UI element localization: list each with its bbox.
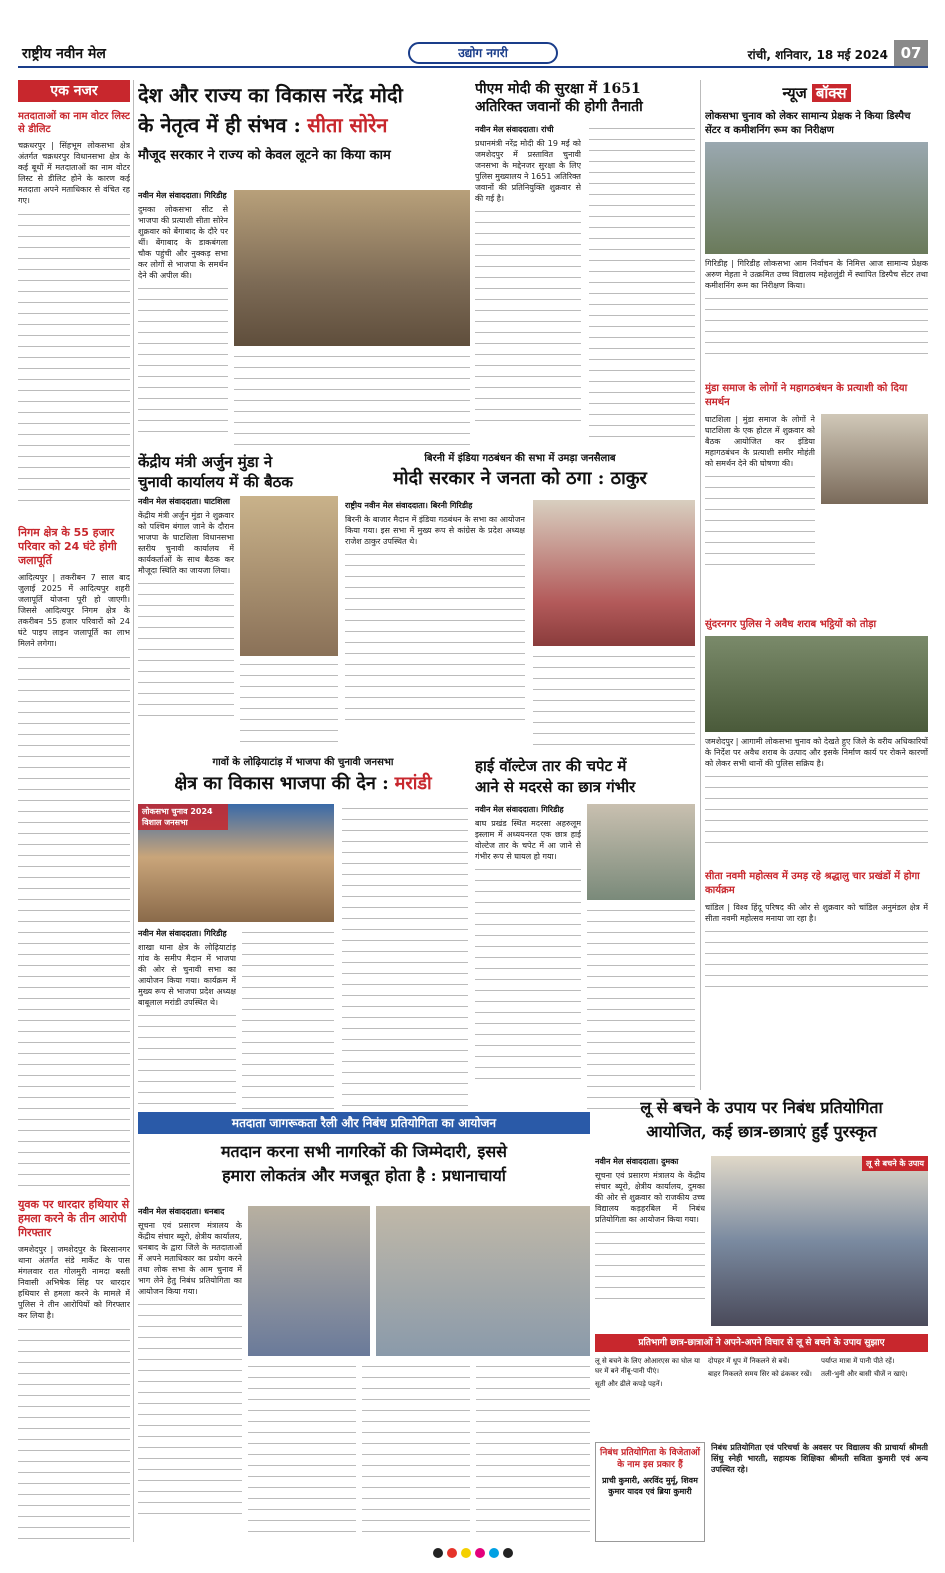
print-color-bar [18, 1548, 928, 1558]
headline-line1: केंद्रीय मंत्री अर्जुन मुंडा ने [138, 453, 273, 471]
winners-title: निबंध प्रतियोगिता के विजेताओं के नाम इस प्रकार हैं [600, 1448, 700, 1470]
headline-line2: के नेतृत्व में ही संभव : [138, 113, 301, 137]
story-sita-soren [138, 80, 470, 450]
byline: नवीन मेल संवाददाता। दुमका [595, 1157, 679, 1166]
left-story3-body: जमशेदपुर | जमशेदपुर के बिरसानगर थाना अंतर्गत संडे मार्केट के पास मंगलवार रात गोलमुरी नामदा बस्ती निवासी अभिषेक सिंह पर धारदार हथियार से हमला करने के मामले में पुलिस ने तीन आरोपियों को गिरफ्तार कर लिया है। [18, 1244, 130, 1542]
tip-item: लू से बचने के लिए ओआरएस का घोल या घर में बने नींबू-पानी पीएं। [595, 1357, 700, 1375]
byline: नवीन मेल संवाददाता। गिरिडीह [138, 929, 227, 938]
section-name: उद्योग नगरी [408, 42, 558, 64]
photo-banner: लोकसभा चुनाव 2024 विशाल जनसभा [138, 804, 228, 830]
story-continuation [533, 652, 695, 750]
right-story4-title: सीता नवमी महोत्सव में उमड़ रहे श्रद्धालु चार प्रखंडों में होगा कार्यक्रम [705, 871, 920, 896]
kicker: गावों के लोढ़ियाटांड़ में भाजपा की चुनावी जनसभा [212, 757, 394, 768]
award-winners-photo [711, 1156, 928, 1326]
registration-swatch [475, 1548, 485, 1558]
byline: नवीन मेल संवाददाता। घाटशिला [138, 497, 230, 506]
liquor-raid-photo [705, 636, 928, 732]
tips-list [595, 1356, 928, 1438]
story-banner: मतदाता जागरूकता रैली और निबंध प्रतियोगिता का आयोजन [138, 1112, 590, 1134]
page-number: 07 [894, 40, 928, 66]
munda-photo [240, 496, 338, 656]
headline-line1: हाई वॉल्टेज तार की चपेट में [475, 757, 627, 775]
story-marandi [138, 756, 468, 1120]
registration-swatch [503, 1548, 513, 1558]
right-story2-title: मुंडा समाज के लोगों ने महागठबंधन के प्रत्याशी को दिया समर्थन [705, 383, 908, 408]
rally-students-photo [376, 1206, 590, 1356]
story-continuation-3 [476, 1362, 590, 1542]
story-body: सूचना एवं प्रसारण मंत्रालय के केंद्रीय संचार ब्यूरो, क्षेत्रीय कार्यालय, दुमका की ओर से शुक्रवार को राजकीय उच्च विद्यालय कड़हरबिल में निबंध प्रतियोगिता का आयोजन किया गया। [595, 1170, 705, 1308]
story-continuation [248, 1362, 356, 1542]
headline-line1: पीएम मोदी की सुरक्षा में 1651 [475, 81, 641, 97]
byline: नवीन मेल संवाददाता। रांची [475, 125, 554, 134]
byline: नवीन मेल संवाददाता। गिरिडीह [475, 805, 564, 814]
headline-line1: मतदान करना सभी नागरिकों की जिम्मेदारी, इससे [220, 1142, 508, 1161]
right-story1-body: गिरिडीह | गिरिडीह लोकसभा आम निर्वाचन के निमित्त आज सामान्य प्रेक्षक अरुण मेहता ने उत्क्रमित उच्च विद्यालय महेशलुंडी में स्थापित डिस्पैच सेंटर तथा कमीशनिंग रूम का निरीक्षण किया। [705, 258, 928, 378]
headline: मोदी सरकार ने जनता को ठगा : ठाकुर [393, 468, 647, 489]
tip-item: बाहर निकलते समय सिर को ढंककर रखें। [708, 1370, 812, 1378]
story-body: बाघ प्रखंड स्थित मदरसा अहरुलूम इस्लाम में अध्ययनरत एक छात्र हाई वोल्टेज तार के चपेट में आ जाने से गंभीर रूप से घायल हो गया। [475, 818, 581, 1085]
story-body: केंद्रीय मंत्री अर्जुन मुंडा ने शुक्रवार को पश्चिम बंगाल जाने के दौरान भाजपा के घाटशिला विधानसभा स्तरीय चुनावी कार्यालय में कार्यकर्ताओं के साथ बैठक कर मौजूदा स्थिति का जायजा लिया। [138, 510, 234, 719]
headline-line1: लू से बचने के उपाय पर निबंध प्रतियोगिता [640, 1098, 883, 1117]
story-body: शाखा थाना क्षेत्र के लोढ़ियाटांड़ गांव के समीप मैदान में भाजपा की ओर से चुनावी सभा का आयोजन किया गया। कार्यक्रम में मुख्य रूप से भाजपा प्रदेश अध्यक्ष बाबूलाल मरांडी उपस्थित थे। [138, 942, 236, 1111]
right-column [705, 80, 928, 1090]
tip-item: पर्याप्त मात्रा में पानी पीते रहें। [821, 1357, 895, 1365]
story-arjun-munda [138, 452, 338, 752]
story-continuation [240, 660, 338, 748]
left-story2-body: आदित्यपुर | तकरीबन 7 साल बाद जुलाई 2025 में आदित्यपुर शहरी जलापूर्ति योजना पूरी हो जाएगी। जिससे आदित्यपुर निगम क्षेत्र के तकरीबन 55 हजार परिवारों को 24 घंटे पाइप लाइन जलापूर्ति का लाभ मिलने लगेगा। [18, 572, 130, 1192]
left-story1-title: मतदाताओं का नाम वोटर लिस्ट से डीलिट [18, 111, 130, 135]
right-story3-body: जमशेदपुर | आगामी लोकसभा चुनाव को देखते हुए जिले के वरीय अधिकारियों के निर्देश पर अवैध शराब के उत्पाद और इसके निर्माण कार्य पर रोकने कारणों को लेकर सभी थानों की पुलिस सक्रिय है। [705, 736, 928, 866]
closing-para: निबंध प्रतियोगिता एवं परिचर्चा के अवसर पर विद्यालय की प्राचार्या श्रीमती सिंधु स्नेही भारती, सहायक शिक्षिका श्रीमती सविता कुमारी एवं अन्य उपस्थित रहे। [711, 1443, 928, 1474]
registration-swatch [461, 1548, 471, 1558]
thakur-photo [533, 500, 695, 646]
story-continuation-2 [342, 804, 468, 1118]
byline: नवीन मेल संवाददाता। गिरिडीह [138, 191, 227, 200]
winners-names: प्राची कुमारी, अरविंद मुर्मू, शिवम कुमार यादव एवं ब्रिया कुमारी [602, 1476, 698, 1496]
right-story3-title: सुंदरनगर पुलिस ने अवैध शराब भट्ठियों को तोड़ा [705, 619, 877, 630]
headline-line2: आने से मदरसे का छात्र गंभीर [475, 778, 636, 796]
munda-samaj-photo [821, 414, 928, 504]
story-voter-awareness [138, 1112, 590, 1544]
kicker: बिरनी में इंडिया गठबंधन की सभा में उमड़ा जनसैलाब [424, 453, 616, 464]
marandi-photo [138, 804, 334, 922]
subhead: मौजूद सरकार ने राज्य को केवल लूटने का किया काम [138, 148, 391, 163]
right-story1-title: लोकसभा चुनाव को लेकर सामान्य प्रेक्षक ने किया डिस्पैच सेंटर व कमीशनिंग रूम का निरीक्षण [705, 111, 911, 136]
tip-item: सूती और ढीले कपड़े पहनें। [595, 1380, 663, 1388]
registration-swatch [489, 1548, 499, 1558]
headline-name: सीता सोरेन [307, 113, 388, 137]
story-continuation-2 [362, 1362, 470, 1542]
left-column [18, 80, 130, 1542]
ek-nazar-header: एक नजर [18, 80, 130, 102]
student-photo [587, 804, 695, 900]
masthead [18, 40, 928, 68]
story-continuation [234, 352, 470, 448]
headline-line: क्षेत्र का विकास भाजपा की देन : [174, 773, 389, 794]
left-story3-title: युवक पर धारदार हथियार से हमला करने के तीन आरोपी गिरफ्तार [18, 1198, 130, 1239]
story-body: बिरनी के बाजार मैदान में इंडिया गठबंधन के सभा का आयोजन किया गया। इस सभा में मुख्य रूप से कांग्रेस के प्रदेश अध्यक्ष राजेश ठाकुर उपस्थित थे। [345, 514, 525, 720]
headline-line2: अतिरिक्त जवानों की होगी तैनाती [475, 99, 643, 115]
photo-banner: लू से बचने के उपाय [862, 1156, 928, 1171]
column-divider [700, 80, 701, 1090]
tip-item: तली-भुनी और बासी चीजें न खाएं। [821, 1370, 908, 1378]
winners-box [595, 1442, 705, 1542]
left-story2-title: निगम क्षेत्र के 55 हजार परिवार को 24 घंटे होगी जलापूर्ति [18, 526, 117, 567]
story-continuation [587, 906, 695, 1118]
story-heat-essay [595, 1096, 928, 1544]
story-high-voltage [475, 756, 695, 1120]
column-divider [133, 80, 134, 1542]
issue-date: रांची, शनिवार, 18 मई 2024 [747, 48, 888, 62]
headline-line2: आयोजित, कई छात्र-छात्राएं हुईं पुरस्कृत [646, 1122, 877, 1141]
news-box-label-highlight: बॉक्स [812, 84, 851, 102]
story-body: सूचना एवं प्रसारण मंत्रालय के केंद्रीय संचार ब्यूरो, क्षेत्रीय कार्यालय, धनबाद के द्वारा जिले के मतदाताओं में अपने मताधिकार का प्रयोग करने तथा लोक सभा के आम चुनाव में भाग लेने हेतु निबंध प्रतियोगिता का आयोजन किया गया। [138, 1220, 242, 1520]
students-writing-photo [248, 1206, 370, 1356]
byline: राष्ट्रीय नवीन मेल संवाददाता। बिरनी गिरिडीह [345, 501, 473, 510]
left-story1-body: चक्रधरपुर | सिंहभूम लोकसभा क्षेत्र अंतर्गत चक्रधरपुर विधानसभा क्षेत्र के कई बूथों में मतदाताओं का नाम वोटर लिस्ट से डीलिट होने के कारण कई मतदाता अपने मताधिकार से वंचित रह गए। [18, 140, 130, 520]
headline-line2: हमारा लोकतंत्र और मजबूत होता है : प्रधानाचार्या [222, 1166, 506, 1185]
story-thakur [345, 452, 695, 752]
registration-swatch [433, 1548, 443, 1558]
byline: नवीन मेल संवाददाता। धनबाद [138, 1207, 225, 1216]
headline-line1: देश और राज्य का विकास नरेंद्र मोदी [138, 83, 403, 107]
rally-photo [234, 190, 470, 346]
story-continuation [589, 124, 695, 444]
tips-banner: प्रतिभागी छात्र-छात्राओं ने अपने-अपने विचार से लू से बचने के उपाय सुझाए [595, 1334, 928, 1352]
right-story4-body: चांडिल | विश्व हिंदू परिषद की ओर से शुक्रवार को चांडिल अनुमंडल क्षेत्र में सीता नवमी महोत्सव मनाया जा रहा है। [705, 902, 928, 992]
headline-name: मरांडी [394, 773, 432, 794]
inspection-photo [705, 142, 928, 254]
registration-swatch [447, 1548, 457, 1558]
news-box-label: न्यूज [782, 84, 807, 102]
right-story2-body: घाटशिला | मुंडा समाज के लोगों ने घाटशिला के एक होटल में शुक्रवार को बैठक आयोजित कर इंडिया महागठबंधन के प्रत्याशी समीर मोहंती को समर्थन देने की घोषणा की। [705, 414, 815, 614]
tip-item: दोपहर में धूप में निकलने से बचें। [708, 1357, 790, 1365]
story-body: दुमका लोकसभा सीट से भाजपा की प्रत्याशी सीता सोरेन शुक्रवार को बेंगाबाद के दौरे पर थीं। बेंगाबाद के डाकबंगला चौक पहुंची और नुक्कड़ सभा कर लोगों से भाजपा के समर्थन देने की अपील की। [138, 204, 228, 434]
newspaper-name: राष्ट्रीय नवीन मेल [22, 46, 106, 62]
story-body: प्रधानमंत्री नरेंद्र मोदी की 19 मई को जमशेदपुर में प्रस्तावित चुनावी जनसभा के मद्देनजर सुरक्षा के लिए पुलिस मुख्यालय ने 1651 अतिरिक्त जवानों की प्रतिनियुक्ति शुक्रवार से की गई है। [475, 138, 581, 427]
story-pm-security [475, 80, 695, 448]
story-continuation [242, 928, 334, 1118]
headline-line2: चुनावी कार्यालय में की बैठक [138, 473, 293, 491]
